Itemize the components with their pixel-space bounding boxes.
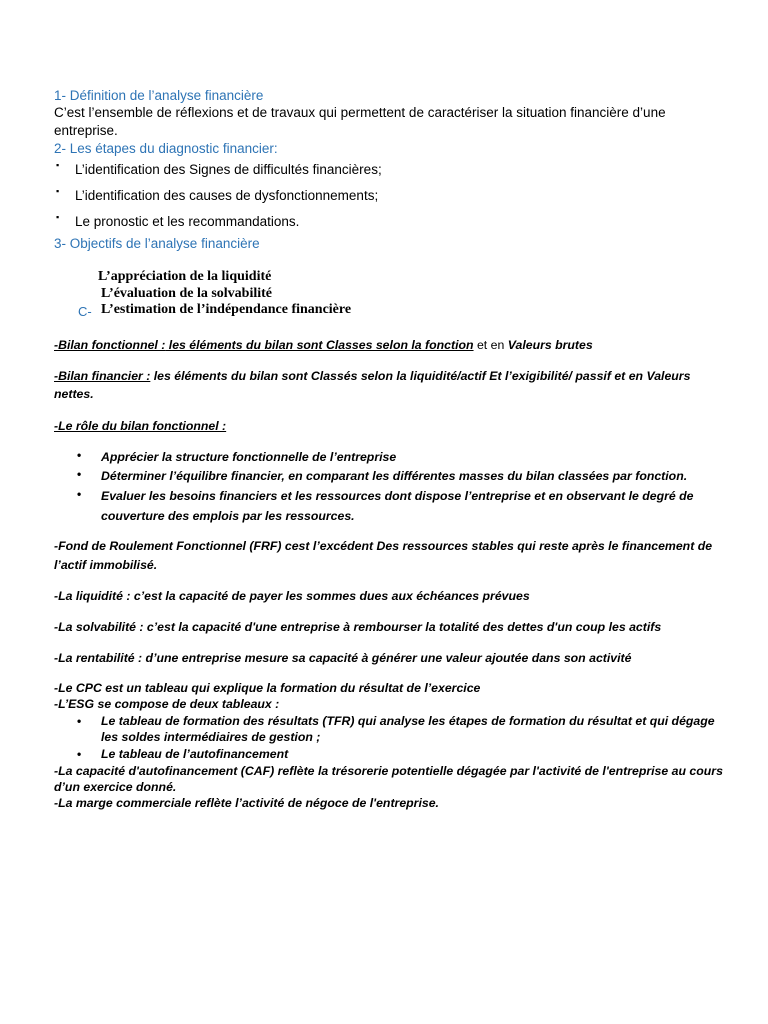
list-item-step-2: L’identification des causes de dysfonctionnements;: [75, 188, 379, 203]
solvabilite-definition: -La solvabilité : c’est la capacité d'une entreprise à rembourser la totalité des dettes d'un coup les actifs: [54, 620, 662, 634]
autofinancement-item: Le tableau de l’autofinancement: [101, 747, 289, 761]
list-item-step-3: Le pronostic et les recommandations.: [75, 214, 300, 229]
section-2-heading: 2- Les étapes du diagnostic financier:: [54, 141, 278, 156]
bilan-fonctionnel-label: -Bilan fonctionnel :: [54, 338, 166, 352]
liquidite-definition: -La liquidité : c’est la capacité de payer les sommes dues aux échéances prévues: [54, 589, 530, 603]
square-bullet-icon: ▪: [56, 186, 60, 196]
bullet-icon: •: [77, 714, 82, 728]
objective-3: L’estimation de l’indépendance financière: [101, 302, 352, 317]
tfr-item-line1: Le tableau de formation des résultats (TFR) qui analyse les étapes de formation du résultat et qui dégage: [101, 714, 715, 728]
bullet-icon: •: [77, 747, 82, 761]
section-1-text-line2: entreprise.: [54, 123, 118, 138]
role-item-3-line2: couverture des emplois par les ressources.: [101, 509, 355, 523]
frf-definition-line1: -Fond de Roulement Fonctionnel (FRF) cest l’excédent Des ressources stables qui reste après le financement de: [54, 539, 713, 553]
marge-definition: -La marge commerciale reflète l’activité de négoce de l'entreprise.: [54, 796, 439, 810]
bilan-financier-definition: [54, 367, 690, 385]
frf-definition-line2: l’actif immobilisé.: [54, 558, 158, 572]
rentabilite-definition: -La rentabilité : d’une entreprise mesure sa capacité à générer une valeur ajoutée dans son activité: [54, 651, 632, 665]
bullet-icon: •: [77, 448, 82, 462]
section-1-heading: 1- Définition de l’analyse financière: [54, 88, 264, 103]
bullet-icon: •: [77, 467, 82, 481]
bilan-fonctionnel-text: les éléments du bilan sont Classes selon la fonction: [165, 338, 474, 352]
role-item-1: Apprécier la structure fonctionnelle de l’entreprise: [101, 450, 397, 464]
list-item-step-1: L’identification des Signes de difficultés financières;: [75, 162, 382, 177]
bilan-financier-label: -Bilan financier :: [54, 369, 151, 383]
objective-3-marker: C-: [78, 304, 92, 319]
section-3-heading: 3- Objectifs de l’analyse financière: [54, 236, 260, 251]
square-bullet-icon: ▪: [56, 160, 60, 170]
caf-definition-line2: d’un exercice donné.: [54, 780, 177, 794]
section-1-text-line1: C’est l’ensemble de réflexions et de travaux qui permettent de caractériser la situation financière d’une: [54, 105, 666, 120]
objective-1: L’appréciation de la liquidité: [98, 269, 272, 284]
bilan-fonctionnel-valeurs: Valeurs brutes: [507, 338, 593, 352]
square-bullet-icon: ▪: [56, 212, 60, 222]
role-item-2: Déterminer l’équilibre financier, en comparant les différentes masses du bilan classées par fonction.: [101, 469, 688, 483]
role-title: -Le rôle du bilan fonctionnel :: [54, 419, 227, 433]
caf-definition-line1: -La capacité d'autofinancement (CAF) reflète la trésorerie potentielle dégagée par l'activité de l'entreprise au cours: [54, 764, 723, 778]
objective-2: L’évaluation de la solvabilité: [101, 286, 273, 301]
bilan-fonctionnel-connector: et en: [473, 338, 508, 352]
bullet-icon: •: [77, 487, 82, 501]
bilan-fonctionnel-definition: [54, 336, 593, 354]
esg-definition: -L’ESG se compose de deux tableaux :: [54, 697, 280, 711]
bilan-financier-text-line2: nettes.: [54, 387, 94, 401]
cpc-definition: -Le CPC est un tableau qui explique la formation du résultat de l’exercice: [54, 681, 481, 695]
role-item-3: Evaluer les besoins financiers et les ressources dont dispose l’entreprise et en observant le degré de: [101, 489, 694, 503]
bilan-financier-text: les éléments du bilan sont Classés selon la liquidité/actif Et l’exigibilité/ passif et en Valeurs: [150, 369, 691, 383]
tfr-item-line2: les soldes intermédiaires de gestion ;: [101, 730, 321, 744]
